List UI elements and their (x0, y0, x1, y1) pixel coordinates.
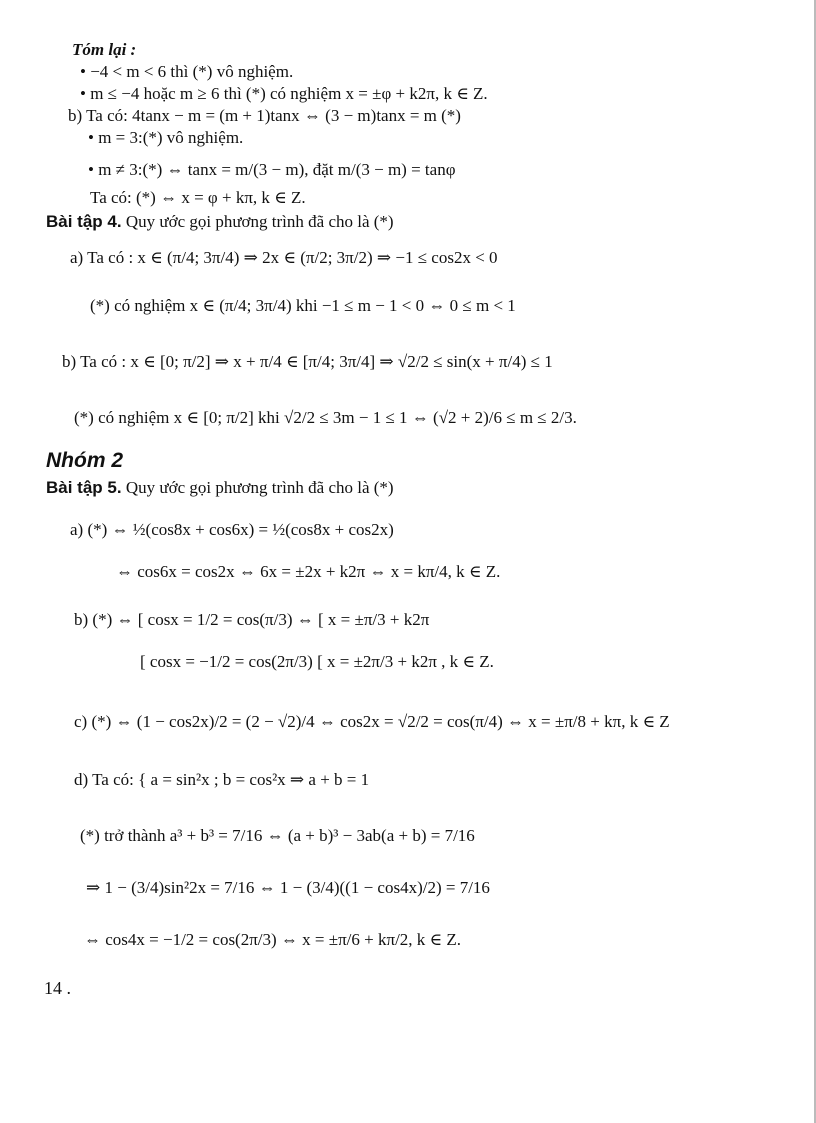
group-heading: Nhóm 2 (46, 449, 124, 472)
ex3b-line-1: b) Ta có: 4tanx − m = (m + 1)tanx ⇔ (3 − m)tanx = m (*) (68, 106, 461, 125)
ex5-b-line-2: [ cosx = −1/2 = cos(2π/3) [ x = ±2π/3 + k2π , k ∈ Z. (140, 652, 494, 671)
ex5-a-line-2: ⇔ cos6x = cos2x ⇔ 6x = ±2x + k2π ⇔ x = kπ/4, k ∈ Z. (116, 562, 501, 581)
ex3b-line-3: • m ≠ 3:(*) ⇔ tanx = m/(3 − m), đặt m/(3 − m) = tanφ (88, 160, 456, 179)
ex4-title: Bài tập 4. (46, 212, 122, 231)
ex5-intro: Quy ước gọi phương trình đã cho là (*) (125, 478, 394, 497)
ex5-title: Bài tập 5. (46, 478, 122, 497)
ex5-c-line-1: c) (*) ⇔ (1 − cos2x)/2 = (2 − √2)/4 ⇔ cos2x = √2/2 = cos(π/4) ⇔ x = ±π/8 + kπ, k ∈ Z (74, 712, 670, 731)
ex5-d-line-2: (*) trở thành a³ + b³ = 7/16 ⇔ (a + b)³ − 3ab(a + b) = 7/16 (80, 826, 475, 845)
summary-bullet-1: • −4 < m < 6 thì (*) vô nghiệm. (80, 62, 294, 81)
page-number: 14 . (44, 978, 71, 998)
ex4-header (46, 212, 394, 232)
ex3b-line-4: Ta có: (*) ⇔ x = φ + kπ, k ∈ Z. (90, 188, 306, 207)
ex5-header (46, 478, 394, 498)
ex5-d-line-1: d) Ta có: { a = sin²x ; b = cos²x ⇒ a + b = 1 (74, 770, 370, 789)
ex4-b-line-2: (*) có nghiệm x ∈ [0; π/2] khi √2/2 ≤ 3m − 1 ≤ 1 ⇔ (√2 + 2)/6 ≤ m ≤ 2/3. (74, 408, 577, 427)
ex4-a-line-1: a) Ta có : x ∈ (π/4; 3π/4) ⇒ 2x ∈ (π/2; 3π/2) ⇒ −1 ≤ cos2x < 0 (70, 248, 498, 267)
ex5-d-line-4: ⇔ cos4x = −1/2 = cos(2π/3) ⇔ x = ±π/6 + kπ/2, k ∈ Z. (84, 930, 462, 949)
ex5-b-line-1: b) (*) ⇔ [ cosx = 1/2 = cos(π/3) ⇔ [ x = ±π/3 + k2π (74, 610, 430, 629)
ex3b-line-2: • m = 3:(*) vô nghiệm. (88, 128, 244, 147)
ex4-intro: Quy ước gọi phương trình đã cho là (*) (125, 212, 394, 231)
ex4-b-line-1: b) Ta có : x ∈ [0; π/2] ⇒ x + π/4 ∈ [π/4; 3π/4] ⇒ √2/2 ≤ sin(x + π/4) ≤ 1 (62, 352, 553, 371)
ex5-d-line-3: ⇒ 1 − (3/4)sin²2x = 7/16 ⇔ 1 − (3/4)((1 − cos4x)/2) = 7/16 (86, 878, 490, 897)
ex4-a-line-2: (*) có nghiệm x ∈ (π/4; 3π/4) khi −1 ≤ m − 1 < 0 ⇔ 0 ≤ m < 1 (90, 296, 516, 315)
summary-title: Tóm lại : (72, 40, 137, 59)
summary-bullet-2: • m ≤ −4 hoặc m ≥ 6 thì (*) có nghiệm x = ±φ + k2π, k ∈ Z. (80, 84, 488, 103)
ex5-a-line-1: a) (*) ⇔ ½(cos8x + cos6x) = ½(cos8x + cos2x) (70, 520, 394, 539)
